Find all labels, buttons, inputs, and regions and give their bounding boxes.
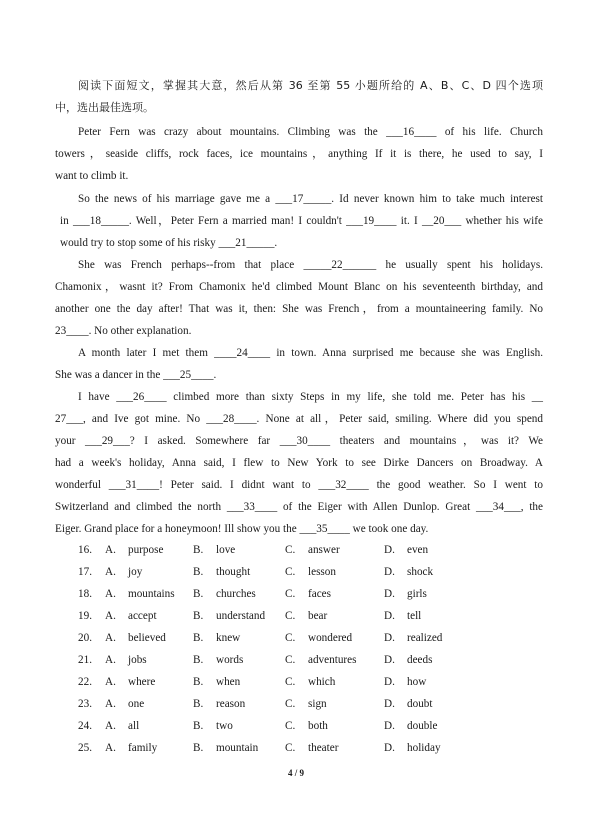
option-a: family xyxy=(128,742,158,754)
question-number: 23. xyxy=(78,698,92,710)
option-c: faces xyxy=(308,588,331,600)
option-letter-c: C. xyxy=(285,610,296,622)
passage-line: would try to stop some of his risky ___21_____. xyxy=(60,237,278,249)
option-b: knew xyxy=(216,632,241,644)
option-d: shock xyxy=(407,566,434,578)
option-c: which xyxy=(308,676,336,688)
passage-line: towers，seaside cliffs, rock faces, ice mountains，anything If it is there, he used to say, I xyxy=(55,148,543,160)
question-number: 16. xyxy=(78,544,92,556)
option-letter-a: A. xyxy=(105,654,116,666)
option-c: adventures xyxy=(308,654,357,666)
option-c: wondered xyxy=(308,632,353,644)
option-b: thought xyxy=(216,566,251,578)
option-c: answer xyxy=(308,544,340,556)
option-c: both xyxy=(308,720,328,732)
passage-line: Eiger. Grand place for a honeymoon! Ill show you the ___35____ we took one day. xyxy=(55,523,429,535)
option-letter-b: B. xyxy=(193,544,204,556)
option-letter-a: A. xyxy=(105,720,116,732)
passage-line: your ___29___? I asked. Somewhere far ___30____ theaters and mountains，was it? We xyxy=(55,435,543,447)
option-letter-b: B. xyxy=(193,588,204,600)
passage-line: Chamonix，wasnt it? From Chamonix he'd climbed Mount Blanc on his seventeenth birthday, and xyxy=(55,281,543,293)
intro-line-2: 中，选出最佳选项。 xyxy=(55,101,154,114)
option-d: realized xyxy=(407,632,443,644)
option-letter-c: C. xyxy=(285,632,296,644)
option-letter-d: D. xyxy=(384,544,395,556)
option-a: purpose xyxy=(128,544,164,556)
passage-line: A month later I met them ____24____ in town. Anna surprised me because she was English. xyxy=(78,347,543,359)
option-letter-d: D. xyxy=(384,676,395,688)
option-letter-b: B. xyxy=(193,610,204,622)
option-letter-c: C. xyxy=(285,720,296,732)
option-b: when xyxy=(216,676,241,688)
option-letter-b: B. xyxy=(193,698,204,710)
option-letter-b: B. xyxy=(193,566,204,578)
option-letter-a: A. xyxy=(105,566,116,578)
option-letter-d: D. xyxy=(384,698,395,710)
option-letter-a: A. xyxy=(105,632,116,644)
option-letter-c: C. xyxy=(285,742,296,754)
option-d: deeds xyxy=(407,654,433,666)
option-letter-a: A. xyxy=(105,698,116,710)
passage-line: Peter Fern was crazy about mountains. Climbing was the ___16____ of his life. Church xyxy=(78,126,543,138)
passage-line: wonderful ___31____! Peter said. I didnt want to ___32____ the good weather. So I went to xyxy=(55,479,543,491)
question-number: 21. xyxy=(78,654,92,666)
option-letter-d: D. xyxy=(384,588,395,600)
passage-line: 27___, and Ive got mine. No ___28____. None at all，Peter said, smiling. Where did you spend xyxy=(55,413,543,425)
option-c: bear xyxy=(308,610,328,622)
question-number: 24. xyxy=(78,720,92,732)
option-a: joy xyxy=(128,566,143,578)
passage-line: in ___18_____. Well，Peter Fern a married man! I couldn't ___19____ it. I __20___ whether his wife xyxy=(60,215,543,227)
question-number: 22. xyxy=(78,676,92,688)
option-c: sign xyxy=(308,698,327,710)
passage-line: Switzerland and climbed the north ___33____ of the Eiger with Allen Dunlop. Great ___34___, the xyxy=(55,501,543,513)
option-letter-b: B. xyxy=(193,654,204,666)
option-letter-a: A. xyxy=(105,676,116,688)
option-b: mountain xyxy=(216,742,259,754)
passage-line: another one the day after! That was it, then: She was French，from a mountaineering family. No xyxy=(55,303,543,315)
option-letter-b: B. xyxy=(193,742,204,754)
option-a: all xyxy=(128,720,140,732)
option-letter-c: C. xyxy=(285,566,296,578)
option-letter-a: A. xyxy=(105,544,116,556)
option-b: understand xyxy=(216,610,266,622)
option-letter-d: D. xyxy=(384,654,395,666)
option-letter-d: D. xyxy=(384,720,395,732)
option-letter-c: C. xyxy=(285,654,296,666)
option-d: doubt xyxy=(407,698,433,710)
question-number: 19. xyxy=(78,610,92,622)
passage-line: She was a dancer in the ___25____. xyxy=(55,369,217,381)
option-letter-b: B. xyxy=(193,720,204,732)
option-letter-d: D. xyxy=(384,566,395,578)
option-letter-d: D. xyxy=(384,632,395,644)
option-a: believed xyxy=(128,632,166,644)
option-a: mountains xyxy=(128,588,175,600)
page-number: 4 / 9 xyxy=(287,768,304,778)
option-b: words xyxy=(216,654,244,666)
option-c: theater xyxy=(308,742,339,754)
option-d: even xyxy=(407,544,429,556)
option-letter-c: C. xyxy=(285,544,296,556)
option-letter-c: C. xyxy=(285,698,296,710)
option-d: girls xyxy=(407,588,427,600)
question-number: 18. xyxy=(78,588,92,600)
option-d: how xyxy=(407,676,427,688)
option-letter-d: D. xyxy=(384,742,395,754)
option-a: jobs xyxy=(128,654,147,666)
option-letter-c: C. xyxy=(285,676,296,688)
option-a: one xyxy=(128,698,145,710)
option-a: where xyxy=(128,676,156,688)
option-d: tell xyxy=(407,610,422,622)
option-b: love xyxy=(216,544,236,556)
passage-line: want to climb it. xyxy=(55,170,129,182)
option-b: reason xyxy=(216,698,246,710)
passage-line: had a week's holiday, Anna said, I flew to New York to see Dirke Dancers on Broadway. A xyxy=(55,457,543,469)
option-b: two xyxy=(216,720,233,732)
option-letter-c: C. xyxy=(285,588,296,600)
question-number: 25. xyxy=(78,742,92,754)
option-letter-a: A. xyxy=(105,610,116,622)
option-b: churches xyxy=(216,588,256,600)
passage-line: I have ___26____ climbed more than sixty Steps in my life, she told me. Peter has his __ xyxy=(78,391,543,403)
option-a: accept xyxy=(128,610,157,622)
option-letter-d: D. xyxy=(384,610,395,622)
option-letter-a: A. xyxy=(105,588,116,600)
question-number: 20. xyxy=(78,632,92,644)
option-letter-b: B. xyxy=(193,676,204,688)
passage-line: She was French perhaps--from that place _____22______ he usually spent his holidays. xyxy=(78,259,543,271)
option-letter-b: B. xyxy=(193,632,204,644)
intro-line-1: 阅读下面短文，掌握其大意，然后从第 36 至第 55 小题所给的 A、B、C、D 四个选项 xyxy=(78,79,543,92)
option-c: lesson xyxy=(308,566,336,578)
option-d: holiday xyxy=(407,742,441,754)
question-number: 17. xyxy=(78,566,92,578)
option-d: double xyxy=(407,720,438,732)
passage-line: So the news of his marriage gave me a ___17_____. Id never known him to take much interest xyxy=(78,193,543,205)
passage-line: 23____. No other explanation. xyxy=(55,325,192,337)
option-letter-a: A. xyxy=(105,742,116,754)
